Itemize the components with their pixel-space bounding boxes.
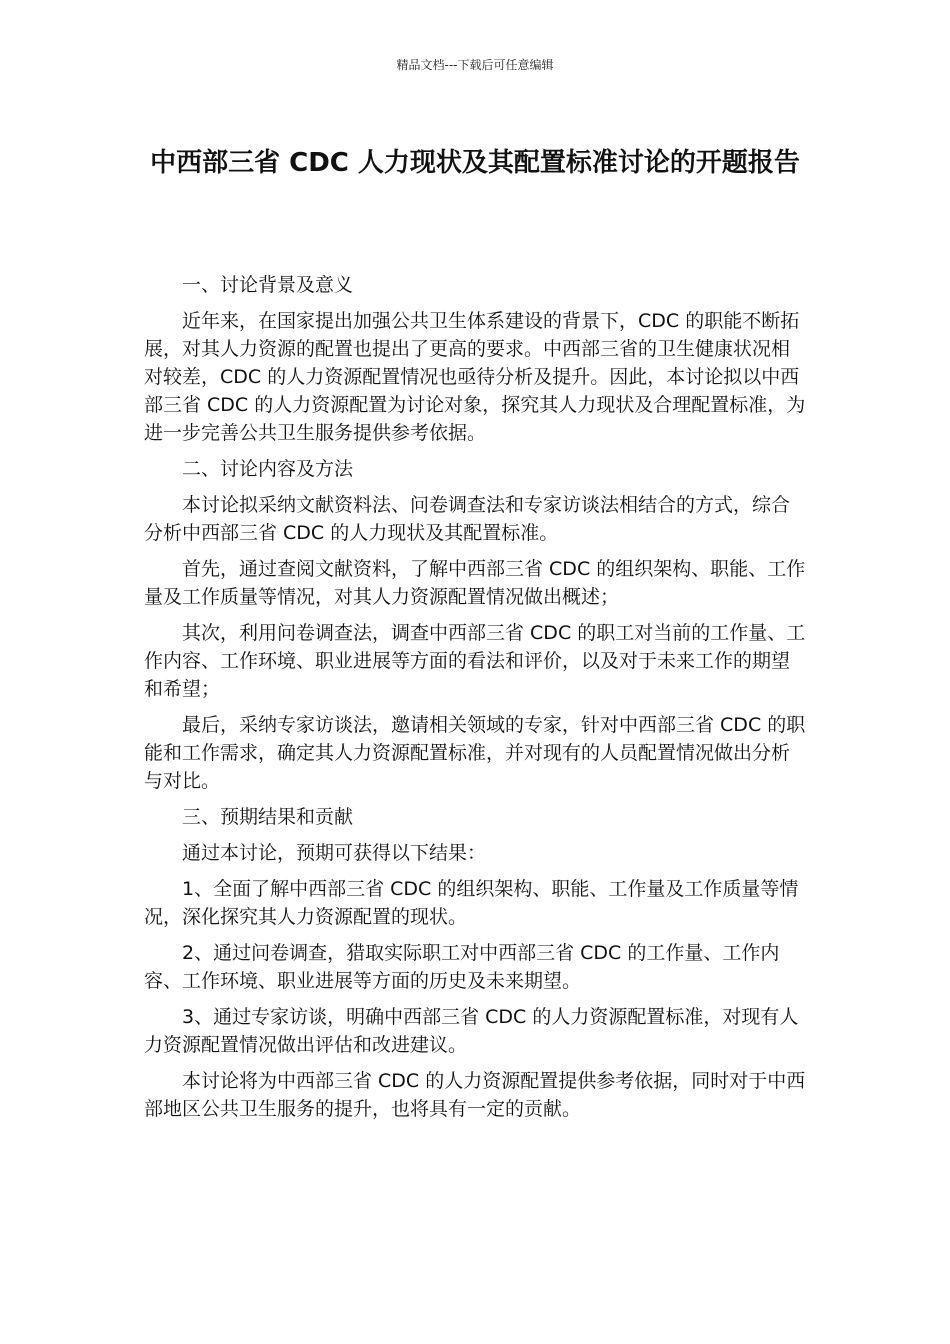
- section-heading: 三、预期结果和贡献: [182, 806, 354, 828]
- paragraph: 其次，利用问卷调查法，调查中西部三省 CDC 的职工对当前的工作量、工作内容、工作环境、职业进展等方面的看法和评价，以及对于未来工作的期望和希望；: [144, 622, 806, 700]
- document-title: 中西部三省 CDC 人力现状及其配置标准讨论的开题报告: [150, 148, 800, 178]
- page-header-note: 精品文档---下载后可任意编辑: [396, 58, 554, 72]
- section-heading: 一、讨论背景及意义: [182, 274, 354, 296]
- section-heading: 二、讨论内容及方法: [182, 458, 354, 480]
- list-item: 3、通过专家访谈，明确中西部三省 CDC 的人力资源配置标准，对现有人力资源配置情况做出评估和改进建议。: [144, 1006, 799, 1056]
- list-item: 1、全面了解中西部三省 CDC 的组织架构、职能、工作量及工作质量等情况，深化探究其人力资源配置的现状。: [144, 878, 799, 928]
- paragraph: 首先，通过查阅文献资料，了解中西部三省 CDC 的组织架构、职能、工作量及工作质量等情况，对其人力资源配置情况做出概述；: [144, 558, 806, 608]
- paragraph: 通过本讨论，预期可获得以下结果：: [182, 842, 487, 864]
- list-item: 2、通过问卷调查，猎取实际职工对中西部三省 CDC 的工作量、工作内容、工作环境、职业进展等方面的历史及未来期望。: [144, 942, 780, 992]
- paragraph: 本讨论将为中西部三省 CDC 的人力资源配置提供参考依据，同时对于中西部地区公共卫生服务的提升，也将具有一定的贡献。: [144, 1070, 806, 1120]
- document-body: [144, 271, 808, 1131]
- paragraph: 本讨论拟采纳文献资料法、问卷调查法和专家访谈法相结合的方式，综合分析中西部三省 CDC 的人力现状及其配置标准。: [144, 494, 791, 544]
- paragraph: 最后，采纳专家访谈法，邀请相关领域的专家，针对中西部三省 CDC 的职能和工作需求，确定其人力资源配置标准，并对现有的人员配置情况做出分析与对比。: [144, 714, 806, 792]
- paragraph: 近年来，在国家提出加强公共卫生体系建设的背景下，CDC 的职能不断拓展，对其人力资源的配置也提出了更高的要求。中西部三省的卫生健康状况相对较差，CDC 的人力资源配置情况也亟待分析及提升。因此，本讨论拟以中西部三省 CDC 的人力资源配置为讨论对象，探究其人力现状及合理配置标准，为进一步完善公共卫生服务提供参考依据。: [144, 310, 806, 444]
